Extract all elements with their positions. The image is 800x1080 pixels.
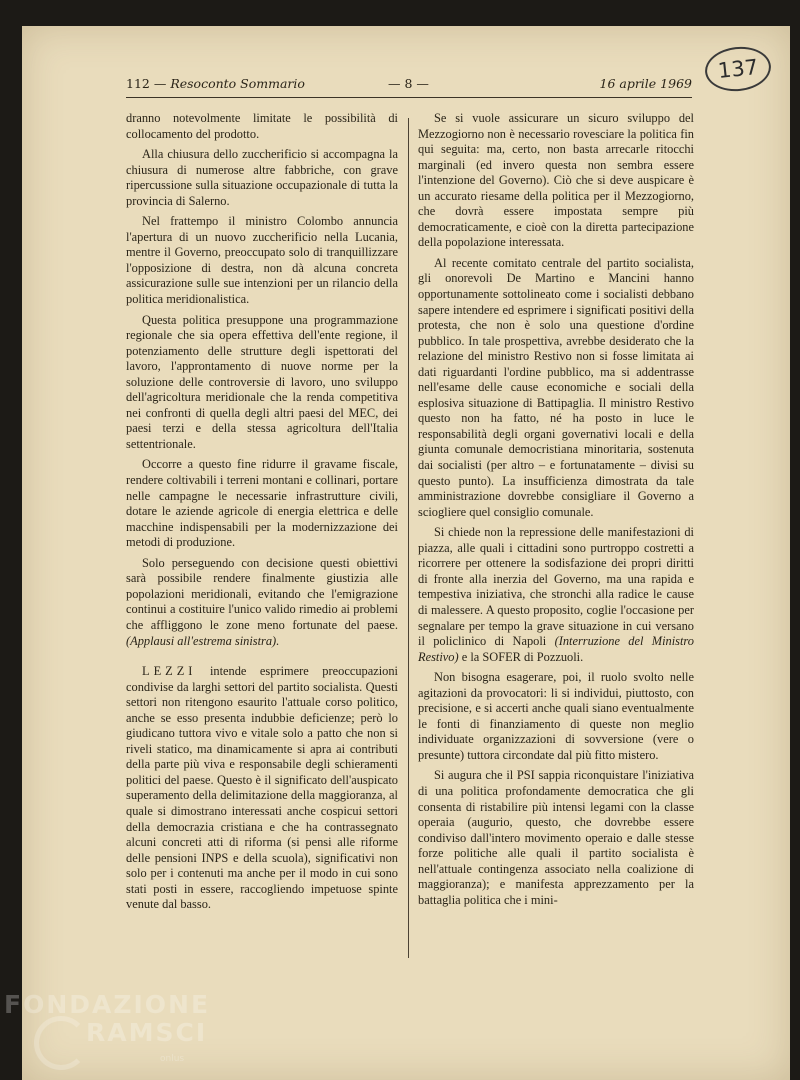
paragraph: Non bisogna esagerare, poi, il ruolo svolto nelle agitazioni da provocatori: li si individui, piuttosto, con precisione, e si accerti anche quali siano eventualmente le fonti di finanziamento di queste non meglio individuate organizzazioni di sovversione (vere o presunte) tuttora circondate dal più fitto mistero. xyxy=(418,670,694,762)
header-center: — 8 — xyxy=(388,76,429,91)
paragraph: Al recente comitato centrale del partito socialista, gli onorevoli De Martino e Mancini hanno opportunamente sottolineato come i socialisti debbano sapere intendere ed esprimere i significati positivi della protesta, che non è solo una questione d'ordine pubblico. In tale prospettiva, avrebbe desiderato che la relazione del ministro Restivo non si fosse limitata ai dati riguardanti l'ordine pubblico, ma si addentrasse nell'esame delle cause economiche e sociali della esplosiva situazione di Battipaglia. Il ministro Restivo questo non ha fatto, né ha posto in luce le responsabilità degli organi governativi locali e della giunta comunale democristiana minoritaria, sostenuta dai socialisti (per altro – e fortunatamente – divisi su questo punto). La insufficienza dimostrata da tale amministrazione dovrebbe consigliare il Governo a sciogliere quel consiglio comunale. xyxy=(418,255,694,519)
applause-note: (Applausi all'estrema sinistra). xyxy=(126,633,280,648)
paragraph xyxy=(126,556,398,649)
paragraph: Questa politica presuppone una programmazione regionale che sia opera effettiva dell'ente regione, il potenziamento delle strutture degli ispettorati del lavoro, l'approntamento di nuove norme per la soluzione delle controversie di lavoro, uno sviluppo dell'agricoltura meridionale che la renda competitiva nei confronti di quella degli altri paesi del MEC, dei paesi terzi e della stessa agricoltura dell'Italia settentrionale. xyxy=(126,312,398,451)
watermark-g-icon xyxy=(34,1016,88,1070)
paragraph: dranno notevolmente limitate le possibilità di collocamento del prodotto. xyxy=(126,111,398,141)
page-header xyxy=(126,76,692,96)
header-rule xyxy=(126,97,692,98)
paragraph-text: e la SOFER di Pozzuoli. xyxy=(461,649,584,664)
paragraph: Se si vuole assicurare un sicuro sviluppo del Mezzogiorno non è necessario rovesciare la politica fin qui seguita: ma, certo, non basta arrecarle ritocchi marginali (ed invero questa non sembra essere l'intenzione del Governo). Ciò che si deve auspicare è un accurato riesame della politica per il Mezzogiorno, che dovrà essere impostata sempre più democraticamente, e cioè con la diretta partecipazione della popolazione interessata. xyxy=(418,111,694,250)
speaker-paragraph xyxy=(126,664,398,913)
header-left xyxy=(126,76,305,91)
paragraph: Si augura che il PSI sappia riconquistare l'iniziativa di una politica profondamente democratica che gli consenta di ristabilire più intensi legami con la classe operaia (augurio, questo, che dovrebbe essere condiviso dall'intero movimento operaio e dalle stesse forze politiche alle quali il partito socialista è nell'attuale contingenza associato nella coalizione di maggioranza); e manifesta apprezzamento per la battaglia politica che i mini- xyxy=(418,768,694,907)
page-stamp: 137 xyxy=(703,44,773,95)
column-divider xyxy=(408,118,409,958)
interruption-note: (Interruzione del Ministro Restivo) xyxy=(418,634,694,664)
header-section: Resoconto Sommario xyxy=(170,76,305,91)
paragraph xyxy=(418,525,694,665)
paragraph: Alla chiusura dello zuccherificio si accompagna la chiusura di numerose altre fabbriche, con grave ripercussione sulla situazione occupazionale di tutta la provincia di Salerno. xyxy=(126,147,398,208)
right-column xyxy=(418,111,694,913)
watermark-line1: FONDAZIONE xyxy=(4,990,211,1019)
left-column xyxy=(126,111,398,918)
paragraph-text: Solo perseguendo con decisione questi obiettivi sarà possibile rendere finalmente giustizia alle popolazioni meridionali, evitando che l'emigrazione continui a costituire l'unico valido rimedio ai problemi che affliggono le zone meno fortunate del paese. xyxy=(126,555,398,632)
header-dash: — xyxy=(153,76,167,91)
paragraph: Nel frattempo il ministro Colombo annuncia l'apertura di un nuovo zuccherificio nella Lucania, mentre il Governo, preoccupato solo di tranquillizzare l'opposizione di destra, non dà alcuna concreta assicurazione sulle sue intenzioni per un rilancio della politica meridionalistica. xyxy=(126,214,398,307)
watermark-line2: RAMSCI xyxy=(86,1018,208,1047)
watermark-line3: onlus xyxy=(160,1054,185,1064)
header-page-number: 112 xyxy=(126,76,150,91)
paragraph-text: Si chiede non la repressione delle manifestazioni di piazza, alle quali i cittadini sono purtroppo costretti a ricorrere per ottenere la sodisfazione dei propri diritti di fronte alla inerzia del Governo, ma una rapida e tempestiva iniziativa, che stronchi alla radice le cause di malessere. A questo proposito, coglie l'occasione per segnalare per tempo la grave situazione in cui versano il policlinico di Napoli xyxy=(418,525,694,649)
header-date: 16 aprile 1969 xyxy=(599,76,692,91)
paragraph: Occorre a questo fine ridurre il gravame fiscale, rendere coltivabili i terreni montani e collinari, portare nelle campagne le necessarie infrastrutture civili, dotare le aziende agricole di energia elettrica e delle macchine indispensabili per la modernizzazione dei metodi di produzione. xyxy=(126,457,398,550)
speaker-name: LEZZI xyxy=(142,664,197,679)
paragraph-text: intende esprimere preoccupazioni condivise da larghi settori del partito socialista. Questi settori non ritengono esaurito l'attuale corso politico, anche se esso presenta indubbie deficienze; però lo giudicano tuttora vivo e vitale solo a patto che non si riveli statico, ma dinamicamente si apra ai contributi della parte più viva e responsabile degli schieramenti politici del paese. Questo è il significato dell'auspicato superamento della delimitazione della maggioranza, al quale si dimostrano interessati anche cospicui settori della democrazia cristiana e che ha contrassegnato alcuni concreti atti di riforma (si pensi alle riforme delle pensioni INPS e della scuola), significativi non solo per i contenuti ma anche per il modo in cui sono stati posti in essere, raccogliendo impetuose spinte venute dal basso. xyxy=(126,664,398,912)
